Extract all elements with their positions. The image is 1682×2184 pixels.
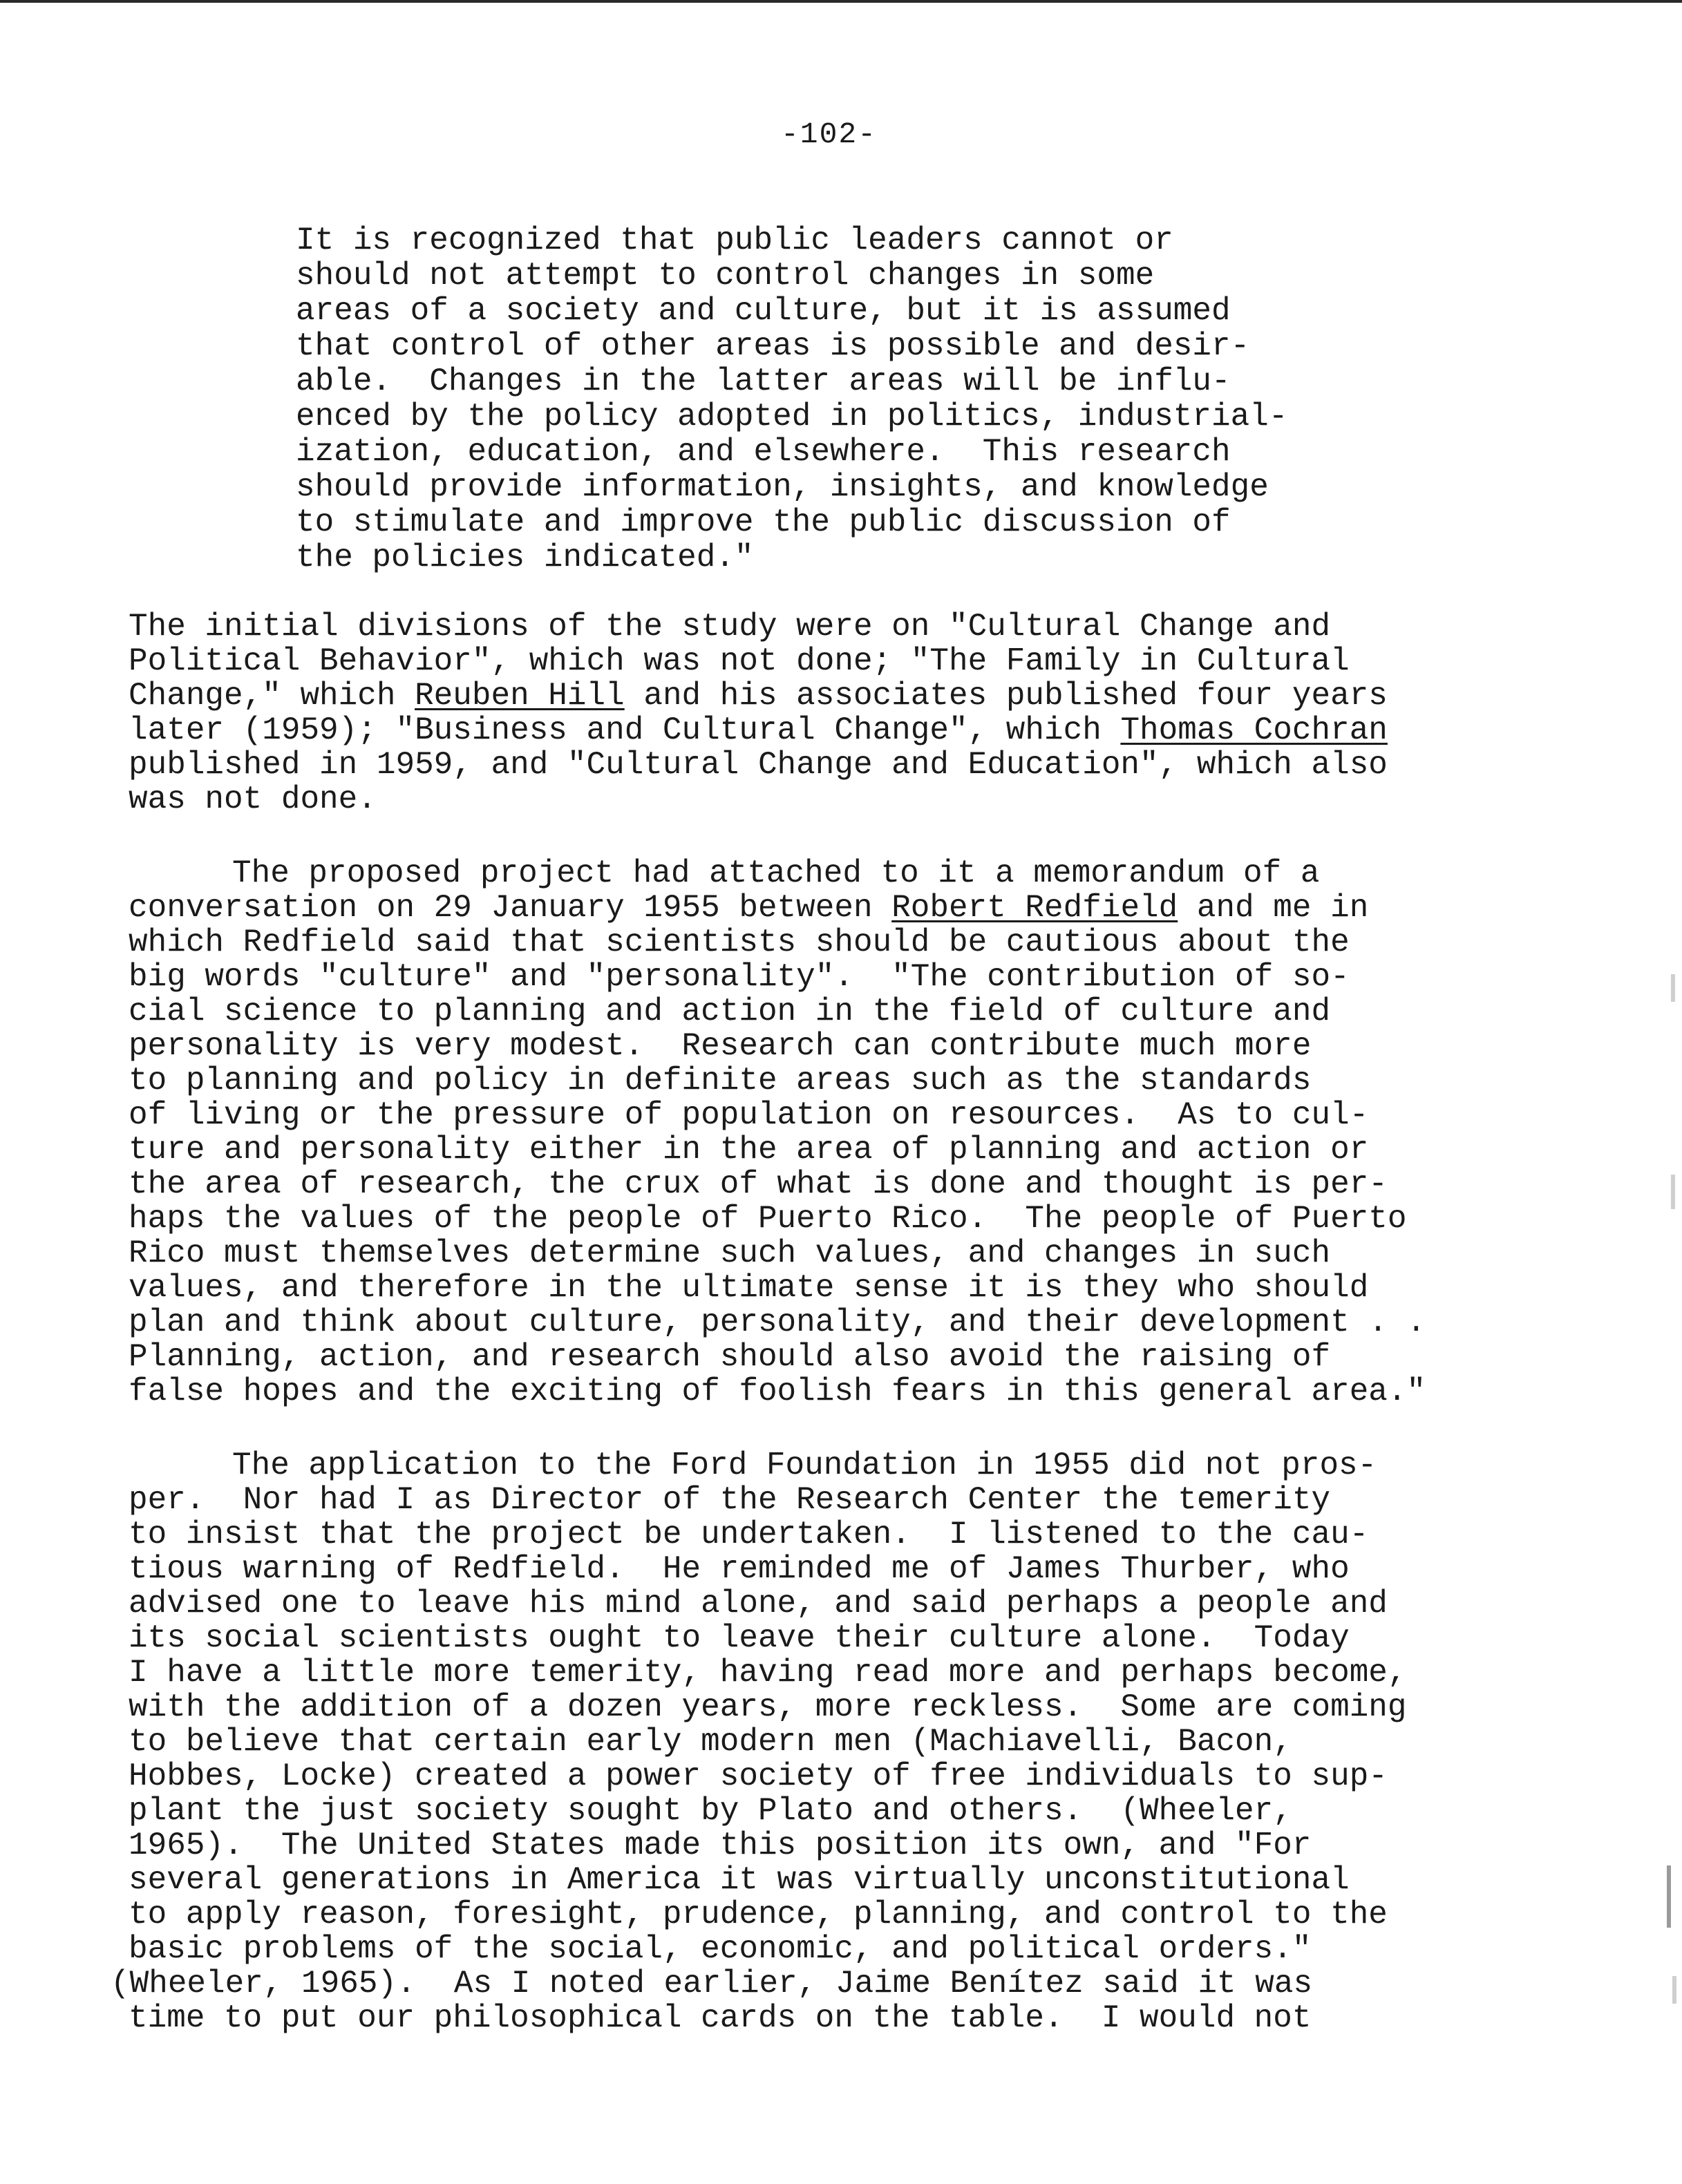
quote-line: areas of a society and culture, but it is assumed [296,293,1231,329]
text-line: haps the values of the people of Puerto Rico. The people of Puerto [129,1201,1407,1237]
text-run: and me in [1178,890,1369,926]
quote-line: enced by the policy adopted in politics, industrial- [296,399,1288,435]
text-line: false hopes and the exciting of foolish fears in this general area." [129,1374,1426,1409]
text-line: the area of research, the crux of what is done and thought is per- [129,1166,1388,1202]
text-line [129,892,1368,924]
quote-line: that control of other areas is possible and desir- [296,328,1250,364]
underlined-name-reuben-hill: Reuben Hill [415,678,625,714]
underlined-name-thomas-cochran: Thomas Cochran [1120,712,1388,748]
text-line: its social scientists ought to leave their culture alone. Today [129,1620,1350,1656]
text-line: Political Behavior", which was not done; "The Family in Cultural [129,643,1350,679]
text-run: and his associates published four years [624,678,1388,714]
quote-line: the policies indicated." [296,540,754,576]
text-line: Rico must themselves determine such values, and changes in such [129,1235,1331,1271]
text-line: I have a little more temerity, having read more and perhaps become, [129,1655,1407,1691]
quote-line: ization, education, and elsewhere. This research [296,434,1231,470]
text-line: plant the just society sought by Plato and others. (Wheeler, [129,1793,1292,1829]
text-run: Change," which [129,678,415,714]
text-line: ture and personality either in the area of planning and action or [129,1132,1369,1168]
text-line: which Redfield said that scientists should be cautious about the [129,924,1350,960]
text-line: advised one to leave his mind alone, and said perhaps a people and [129,1586,1388,1622]
text-line [129,714,1388,746]
text-line: to planning and policy in definite areas such as the standards [129,1063,1312,1099]
text-line: of living or the pressure of population on resources. As to cul- [129,1097,1369,1133]
text-run: conversation on 29 January 1955 between [129,890,892,926]
scan-artifact-mark [1667,1865,1671,1928]
text-line: 1965). The United States made this position its own, and "For [129,1827,1312,1863]
text-line: was not done. [129,781,377,817]
underlined-name-robert-redfield: Robert Redfield [891,890,1178,926]
text-line: published in 1959, and "Cultural Change and Education", which also [129,747,1388,783]
text-line: The application to the Ford Foundation in 1955 did not pros- [232,1447,1377,1483]
text-line: to believe that certain early modern men (Machiavelli, Bacon, [129,1724,1292,1760]
text-line: plan and think about culture, personality, and their development . . [129,1304,1426,1340]
text-line: Hobbes, Locke) created a power society of free individuals to sup- [129,1758,1388,1794]
text-line: to insist that the project be undertaken. I listened to the cau- [129,1517,1369,1552]
scan-artifact-mark [1671,974,1675,1002]
text-line: personality is very modest. Research can contribute much more [129,1028,1312,1064]
text-line: cial science to planning and action in the field of culture and [129,994,1331,1029]
text-line: to apply reason, foresight, prudence, planning, and control to the [129,1897,1388,1933]
quote-line: It is recognized that public leaders cannot or [296,222,1173,258]
text-line: several generations in America it was virtually unconstitutional [129,1862,1350,1898]
quote-line: to stimulate and improve the public discussion of [296,504,1231,540]
text-line: time to put our philosophical cards on the table. I would not [129,2000,1312,2036]
quote-line: able. Changes in the latter areas will be influ- [296,363,1231,399]
text-line: (Wheeler, 1965). As I noted earlier, Jaime Benítez said it was [111,1966,1313,2002]
page-number: -102- [781,117,878,151]
scan-artifact-mark [1672,1976,1676,2004]
scan-artifact-mark [1671,1175,1675,1209]
quote-line: should not attempt to control changes in some [296,258,1155,294]
text-line: big words "culture" and "personality". "The contribution of so- [129,959,1350,995]
text-line: The initial divisions of the study were on "Cultural Change and [129,609,1331,645]
text-line [129,680,1388,712]
text-line: basic problems of the social, economic, and political orders." [129,1931,1312,1967]
text-line: per. Nor had I as Director of the Research Center the temerity [129,1482,1331,1518]
text-line: with the addition of a dozen years, more reckless. Some are coming [129,1689,1407,1725]
text-line: Planning, action, and research should also avoid the raising of [129,1339,1331,1375]
quote-line: should provide information, insights, and knowledge [296,469,1269,505]
text-line: The proposed project had attached to it a memorandum of a [232,855,1320,891]
top-border-rule [0,0,1682,3]
text-run: later (1959); "Business and Cultural Change", which [129,712,1121,748]
text-line: tious warning of Redfield. He reminded me of James Thurber, who [129,1551,1350,1587]
text-line: values, and therefore in the ultimate sense it is they who should [129,1270,1369,1306]
